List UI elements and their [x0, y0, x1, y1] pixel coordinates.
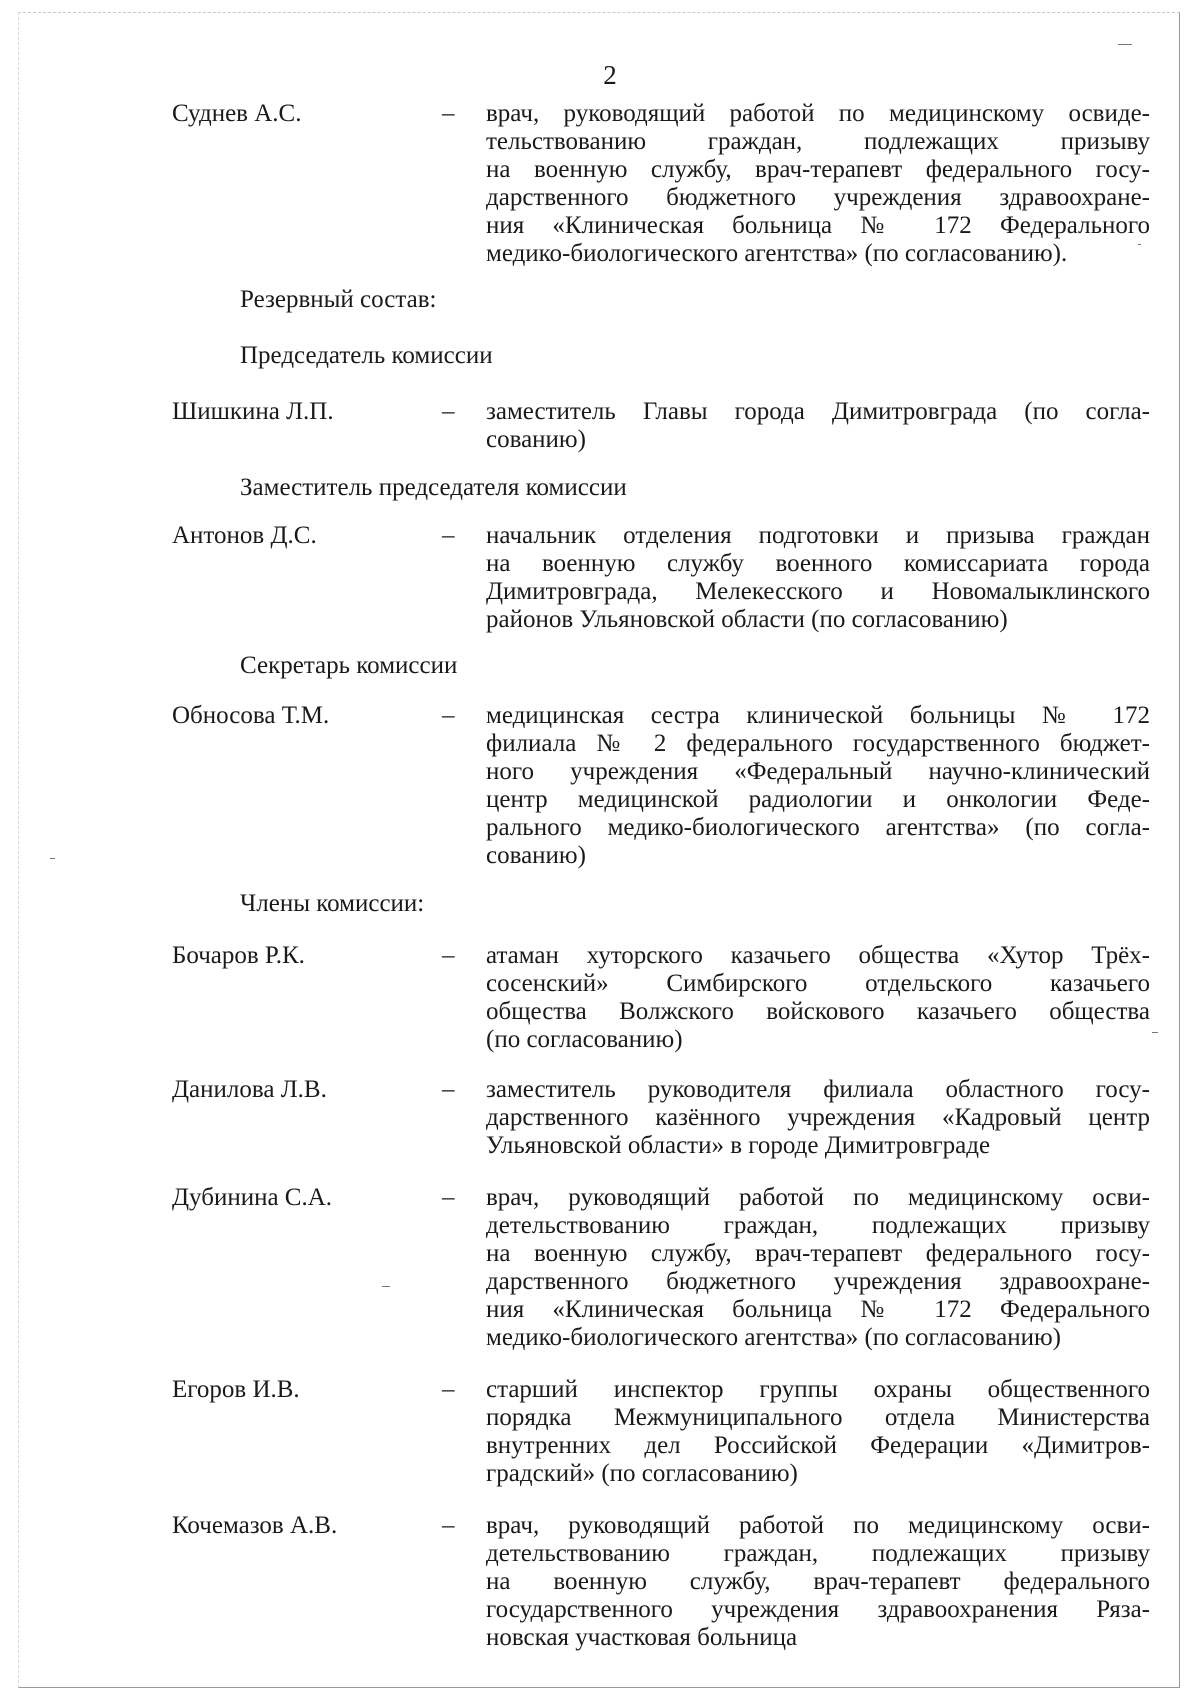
description-line: филиала № 2 федерального государственного бюджет-	[486, 730, 1150, 757]
dash-separator: –	[442, 522, 455, 549]
description-line: дарственного казённого учреждения «Кадровый центр	[486, 1104, 1150, 1131]
description-line: общества Волжского войскового казачьего общества	[486, 998, 1150, 1025]
member-description	[486, 1512, 1150, 1652]
description-line: старший инспектор группы охраны общественного	[486, 1376, 1150, 1403]
member-name: Егоров И.В.	[172, 1376, 300, 1403]
dash-separator: –	[442, 702, 455, 729]
description-line: государственного учреждения здравоохранения Ряза-	[486, 1596, 1150, 1623]
description-line: начальник отделения подготовки и призыва граждан	[486, 522, 1150, 549]
description-line: внутренних дел Российской Федерации «Димитров-	[486, 1432, 1150, 1459]
description-line: Димитровграда, Мелекесского и Новомалыклинского	[486, 578, 1150, 605]
description-line: заместитель Главы города Димитровграда (по согла-	[486, 398, 1150, 425]
scan-speck	[1152, 1032, 1158, 1033]
section-heading-secretary: Секретарь комиссии	[240, 652, 458, 679]
section-heading-members: Члены комиссии:	[240, 890, 425, 917]
description-line: Ульяновской области» в городе Димитровграде	[486, 1132, 991, 1159]
member-description	[486, 702, 1150, 870]
description-line: сованию)	[486, 842, 586, 869]
description-line: сованию)	[486, 426, 586, 453]
member-description	[486, 942, 1150, 1054]
description-line: дарственного бюджетного учреждения здравоохране-	[486, 1268, 1150, 1295]
description-line: районов Ульяновской области (по согласованию)	[486, 606, 1008, 633]
section-heading-deputy: Заместитель председателя комиссии	[240, 474, 627, 501]
member-name: Шишкина Л.П.	[172, 398, 334, 425]
deputy-entry	[172, 522, 1150, 634]
member-description	[486, 1376, 1150, 1488]
description-line: ния «Клиническая больница № 172 Федерального	[486, 212, 1150, 239]
description-line: градский» (по согласованию)	[486, 1460, 798, 1487]
description-line: на военную службу, врач-терапевт федерального госу-	[486, 156, 1150, 183]
dash-separator: –	[442, 398, 455, 425]
dash-separator: –	[442, 942, 455, 969]
description-line: дарственного бюджетного учреждения здравоохране-	[486, 184, 1150, 211]
member-description	[486, 1184, 1150, 1352]
scan-speck	[50, 858, 55, 859]
description-line: заместитель руководителя филиала областного госу-	[486, 1076, 1150, 1103]
description-line: ного учреждения «Федеральный научно-клинический	[486, 758, 1150, 785]
member-entry	[172, 1076, 1150, 1160]
description-line: врач, руководящий работой по медицинскому осви-	[486, 1512, 1150, 1539]
section-heading-chairman: Председатель комиссии	[240, 342, 493, 369]
member-entry	[172, 942, 1150, 1054]
member-entry	[172, 1512, 1150, 1652]
section-heading-reserve: Резервный состав:	[240, 286, 437, 313]
dash-separator: –	[442, 1512, 455, 1539]
member-name: Дубинина С.А.	[172, 1184, 333, 1211]
description-line: врач, руководящий работой по медицинскому освиде-	[486, 100, 1150, 127]
chairman-entry	[172, 398, 1150, 454]
description-line: атаман хуторского казачьего общества «Хутор Трёх-	[486, 942, 1150, 969]
description-line: центр медицинской радиологии и онкологии Феде-	[486, 786, 1150, 813]
description-line: детельствованию граждан, подлежащих призыву	[486, 1212, 1150, 1239]
member-description	[486, 100, 1150, 268]
description-line: детельствованию граждан, подлежащих призыву	[486, 1540, 1150, 1567]
description-line: ния «Клиническая больница № 172 Федерального	[486, 1296, 1150, 1323]
description-line: медико-биологического агентства» (по согласованию).	[486, 240, 1068, 267]
member-name: Антонов Д.С.	[172, 522, 317, 549]
dash-separator: –	[442, 1076, 455, 1103]
description-line: тельствованию граждан, подлежащих призыву	[486, 128, 1150, 155]
member-name: Кочемазов А.В.	[172, 1512, 338, 1539]
member-description	[486, 522, 1150, 634]
description-line: сосенский» Симбирского отдельского казачьего	[486, 970, 1150, 997]
dash-separator: –	[442, 1184, 455, 1211]
description-line: новская участковая больница	[486, 1624, 798, 1651]
member-name: Суднев А.С.	[172, 100, 302, 127]
member-entry	[172, 1184, 1150, 1352]
dash-separator: –	[442, 100, 455, 127]
scan-speck	[1118, 44, 1132, 45]
description-line: порядка Межмуниципального отдела Министерства	[486, 1404, 1150, 1431]
description-line: рального медико-биологического агентства» (по согла-	[486, 814, 1150, 841]
description-line: медицинская сестра клинической больницы № 172	[486, 702, 1150, 729]
member-description	[486, 1076, 1150, 1160]
dash-separator: –	[442, 1376, 455, 1403]
description-line: на военную службу, врач-терапевт федерального	[486, 1568, 1150, 1595]
description-line: медико-биологического агентства» (по согласованию)	[486, 1324, 1062, 1351]
member-description	[486, 398, 1150, 454]
commission-list	[172, 100, 1150, 1652]
page-number: 2	[603, 60, 617, 90]
member-name: Обносова Т.М.	[172, 702, 330, 729]
description-line: на военную службу, врач-терапевт федерального госу-	[486, 1240, 1150, 1267]
member-name: Данилова Л.В.	[172, 1076, 327, 1103]
description-line: на военную службу военного комиссариата города	[486, 550, 1150, 577]
description-line: (по согласованию)	[486, 1026, 683, 1053]
member-name: Бочаров Р.К.	[172, 942, 305, 969]
description-line: врач, руководящий работой по медицинскому осви-	[486, 1184, 1150, 1211]
member-entry	[172, 100, 1150, 268]
secretary-entry	[172, 702, 1150, 870]
member-entry	[172, 1376, 1150, 1488]
